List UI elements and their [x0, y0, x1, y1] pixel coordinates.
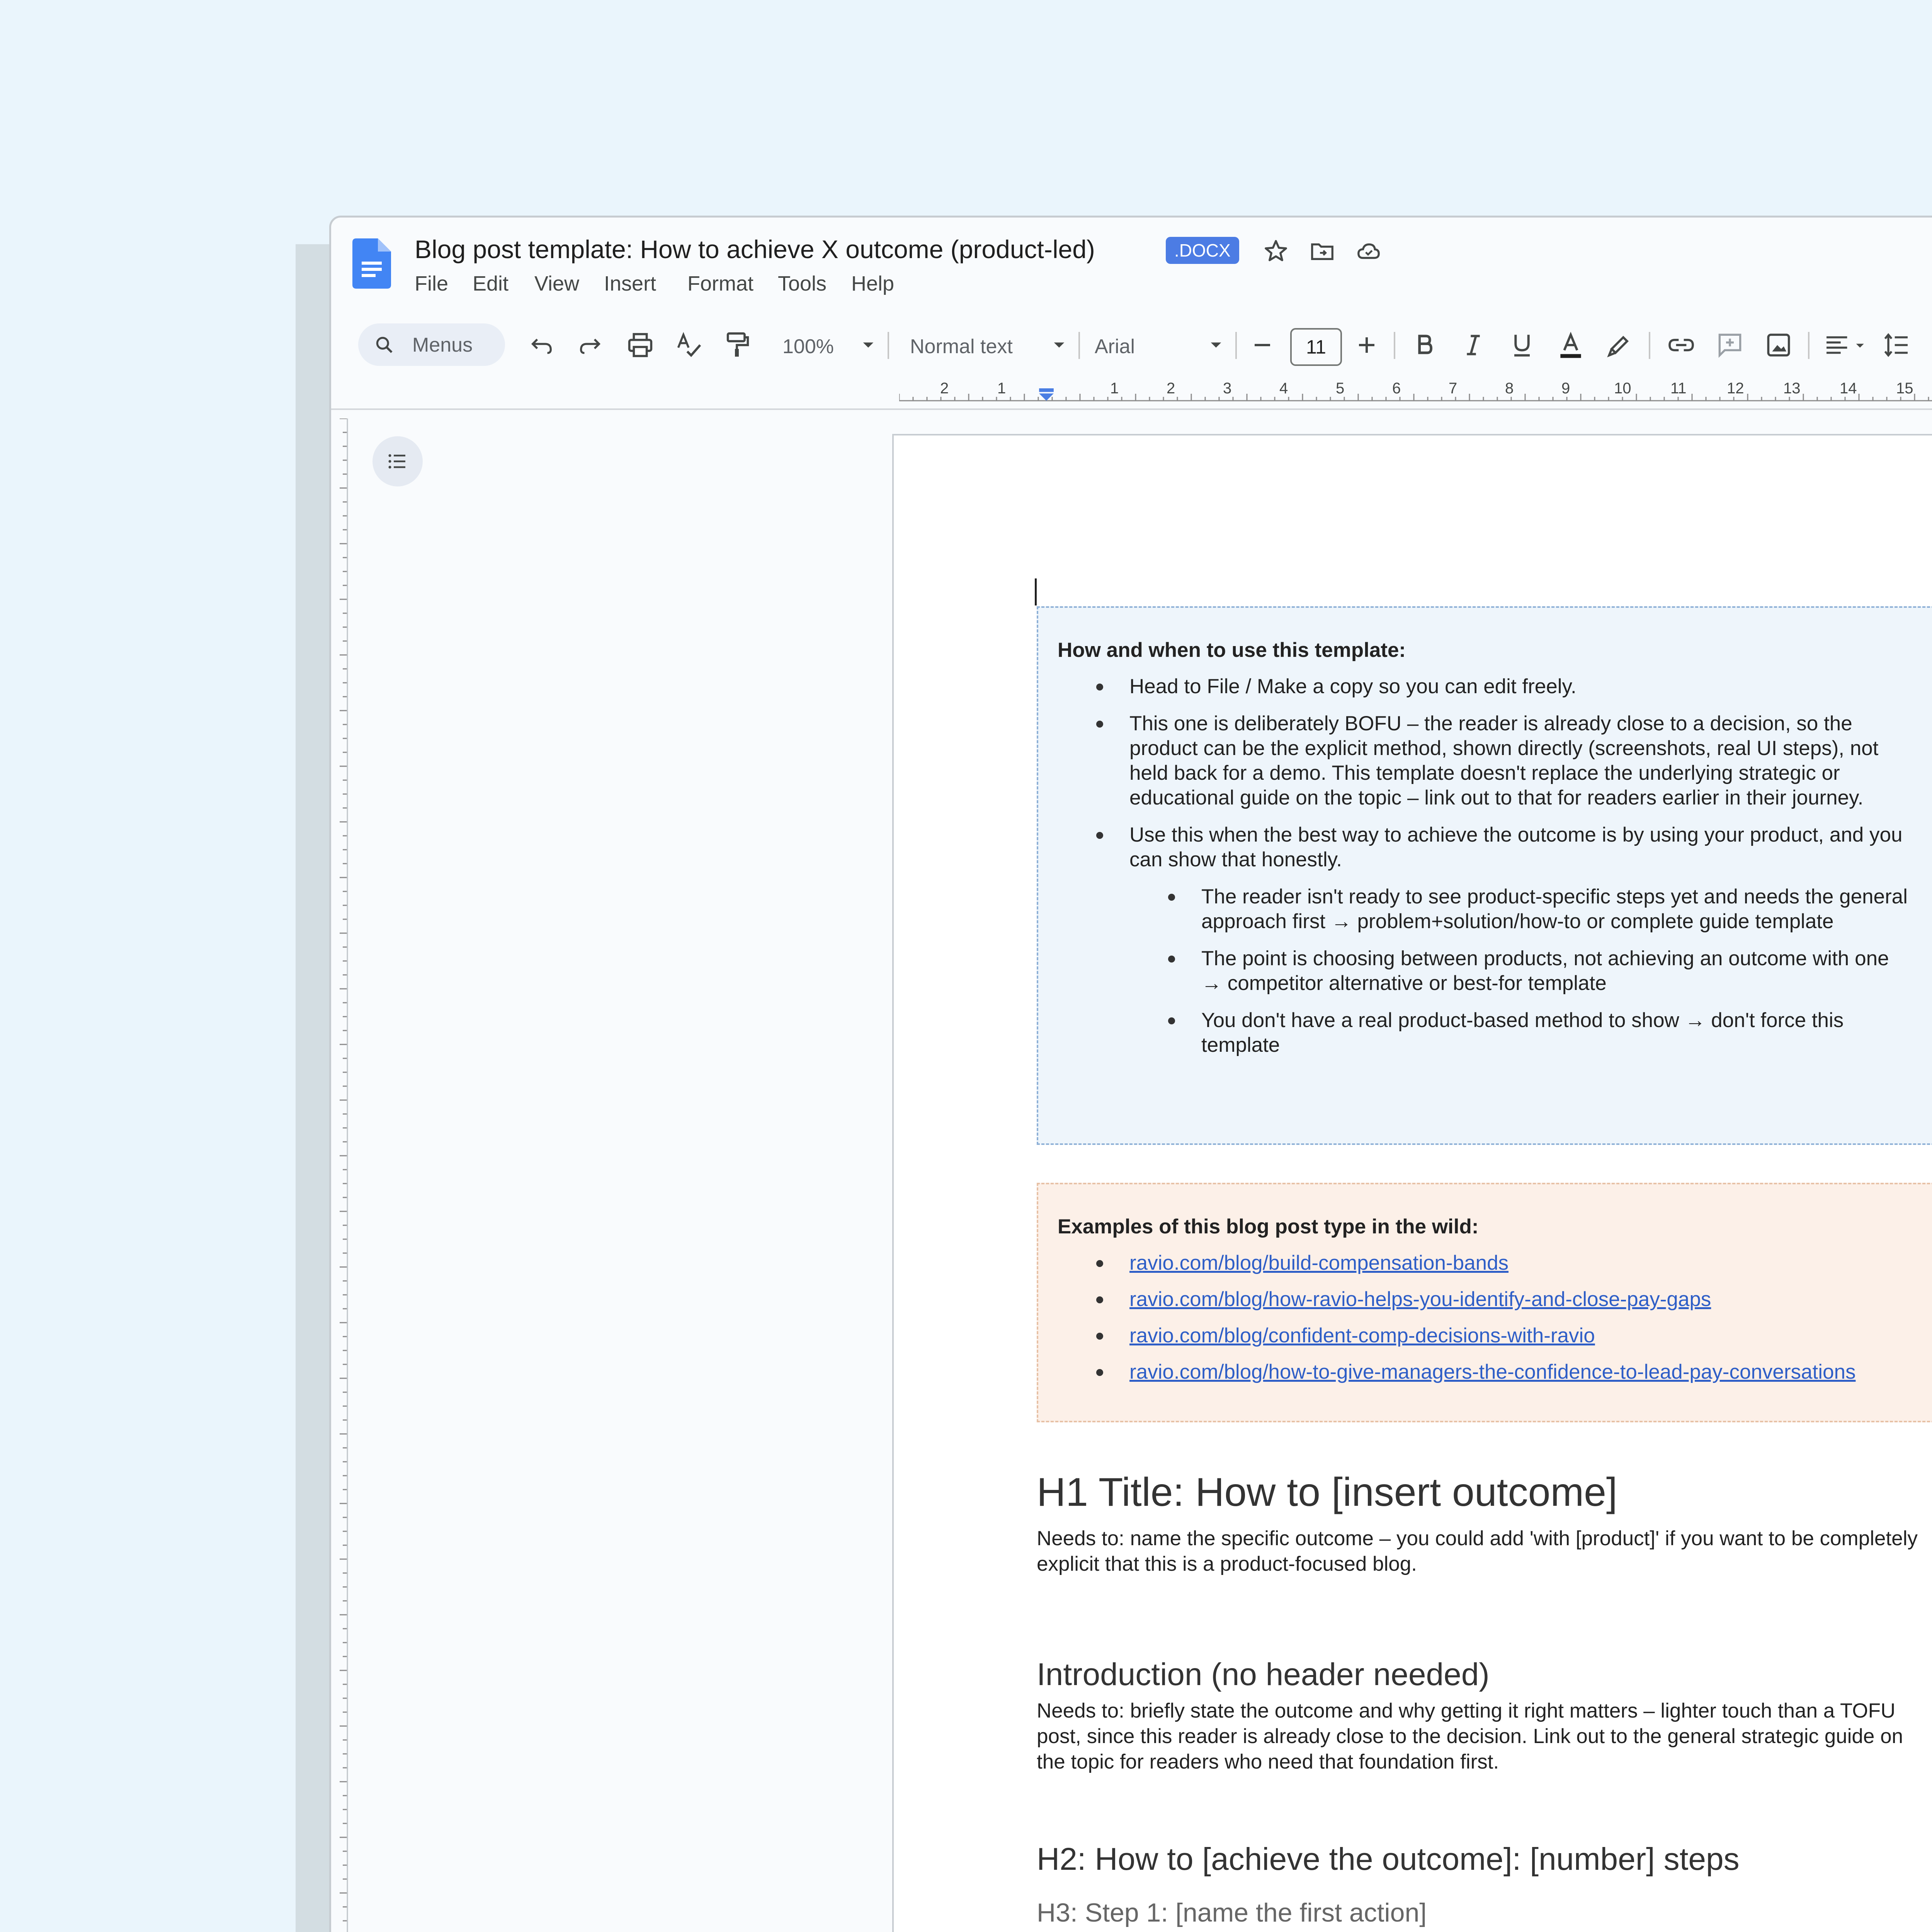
bullet-icon	[1096, 1333, 1103, 1340]
list-item	[1058, 946, 1915, 996]
toolbar-separator	[1078, 332, 1080, 359]
paragraph-style-select[interactable]: Normal text	[910, 335, 1013, 358]
menus-search[interactable]	[358, 323, 505, 366]
list-item	[1058, 823, 1915, 872]
outline-icon	[386, 450, 409, 473]
italic-icon[interactable]	[1458, 330, 1489, 361]
list-item-text: You don't have a real product-based method to show → don't force this template	[1201, 1009, 1844, 1056]
insert-link-icon[interactable]	[1666, 330, 1697, 361]
menu-tools[interactable]: Tools	[778, 272, 827, 295]
ruler-label: 11	[1670, 380, 1687, 397]
heading-h3: H3: Step 1: [name the first action]	[1037, 1898, 1427, 1927]
align-left-icon[interactable]	[1823, 330, 1869, 361]
menu-insert[interactable]: Insert	[604, 272, 656, 295]
ruler-label: 10	[1614, 380, 1631, 397]
toolbar-separator	[888, 332, 889, 359]
chevron-down-icon[interactable]	[1051, 330, 1067, 361]
ruler-label: 5	[1336, 380, 1345, 397]
highlight-icon[interactable]	[1604, 330, 1635, 361]
document-page[interactable]	[892, 434, 1932, 1932]
docx-badge: .DOCX	[1166, 237, 1239, 264]
ruler-label: 15	[1896, 380, 1913, 397]
spellcheck-icon[interactable]	[673, 330, 704, 361]
star-icon[interactable]	[1262, 238, 1289, 265]
toolbar-separator	[1808, 332, 1810, 359]
list-item-text: This one is deliberately BOFU – the reader is already close to a decision, so the product can be the explicit method, shown directly (screenshots, real UI steps), not held back for a demo. This template doesn't replace the underlying strategic or educational guide on the topic – link out to that for readers earlier in their journey.	[1129, 712, 1879, 809]
ruler-label: 8	[1505, 380, 1514, 397]
ruler-label: 6	[1392, 380, 1401, 397]
bullet-icon	[1168, 894, 1175, 901]
chevron-down-icon[interactable]	[1208, 330, 1224, 361]
menu-view[interactable]: View	[534, 272, 580, 295]
example-link[interactable]: ravio.com/blog/how-ravio-helps-you-identify-and-close-pay-gaps	[1129, 1288, 1711, 1311]
docs-window	[329, 216, 1932, 1932]
toolbar-divider	[331, 408, 1932, 410]
usage-list	[1058, 674, 1915, 1058]
ruler-label: 1	[997, 380, 1006, 397]
list-item-text: The point is choosing between products, not achieving an outcome with one → competitor alternative or best-for template	[1201, 947, 1889, 995]
line-spacing-icon[interactable]	[1881, 330, 1912, 361]
usage-callout-box[interactable]	[1037, 606, 1932, 1145]
ruler-label: 9	[1561, 380, 1570, 397]
list-item-text: Use this when the best way to achieve the outcome is by using your product, and you can show that honestly.	[1129, 823, 1903, 871]
vertical-ruler[interactable]	[331, 418, 349, 1932]
paint-format-icon[interactable]	[721, 330, 752, 361]
bullet-icon	[1168, 1017, 1175, 1024]
docs-logo-icon[interactable]	[352, 238, 391, 289]
examples-callout-heading: Examples of this blog post type in the wild:	[1058, 1215, 1479, 1238]
ruler-label: 7	[1449, 380, 1458, 397]
toolbar-separator	[1649, 332, 1650, 359]
example-link[interactable]: ravio.com/blog/build-compensation-bands	[1129, 1252, 1509, 1274]
font-size-input[interactable]: 11	[1290, 328, 1342, 366]
list-item	[1058, 711, 1915, 810]
move-folder-icon[interactable]	[1309, 238, 1336, 265]
bold-icon[interactable]	[1409, 330, 1440, 361]
redo-icon[interactable]	[577, 330, 604, 361]
ruler-label: 3	[1223, 380, 1232, 397]
menu-help[interactable]: Help	[851, 272, 895, 295]
menu-format[interactable]: Format	[687, 272, 754, 295]
search-icon	[374, 334, 395, 356]
zoom-select[interactable]: 100%	[782, 335, 834, 358]
examples-callout-box[interactable]	[1037, 1183, 1932, 1422]
left-indent-marker-icon[interactable]	[1037, 388, 1055, 401]
examples-list	[1058, 1251, 1915, 1384]
bullet-icon	[1096, 1369, 1103, 1376]
list-item	[1058, 1008, 1915, 1058]
cloud-saved-icon[interactable]	[1355, 238, 1382, 265]
ruler-label: 4	[1279, 380, 1288, 397]
bullet-icon	[1096, 684, 1103, 690]
toolbar-separator	[1394, 332, 1395, 359]
heading-introduction: Introduction (no header needed)	[1037, 1657, 1490, 1692]
toolbar	[358, 318, 1932, 372]
heading-h1: H1 Title: How to [insert outcome]	[1037, 1470, 1617, 1515]
list-item	[1058, 1360, 1915, 1384]
bullet-icon	[1168, 956, 1175, 963]
document-outline-button[interactable]	[372, 436, 423, 486]
checklist-icon[interactable]	[1929, 330, 1932, 361]
intro-note: Needs to: briefly state the outcome and why getting it right matters – lighter touch than a TOFU post, since this reader is already close to the decision. Link out to the general strategic guide on the topic for readers who need that foundation first.	[1037, 1699, 1903, 1773]
menus-search-label: Menus	[412, 334, 473, 356]
insert-image-icon[interactable]	[1763, 330, 1794, 361]
bullet-icon	[1096, 1296, 1103, 1303]
horizontal-ruler[interactable]	[899, 380, 1932, 403]
toolbar-separator	[1235, 332, 1237, 359]
list-item	[1058, 1323, 1915, 1348]
ruler-label: 2	[940, 380, 949, 397]
print-icon[interactable]	[625, 330, 656, 361]
list-item-text: Head to File / Make a copy so you can edit freely.	[1129, 675, 1577, 698]
menu-edit[interactable]: Edit	[473, 272, 509, 295]
list-item	[1058, 1251, 1915, 1276]
decrease-font-size-icon[interactable]	[1247, 330, 1278, 361]
example-link[interactable]: ravio.com/blog/how-to-give-managers-the-confidence-to-lead-pay-conversations	[1129, 1361, 1856, 1383]
text-color-icon[interactable]	[1555, 330, 1586, 361]
list-item	[1058, 884, 1915, 934]
ruler-label: 13	[1783, 380, 1801, 397]
document-title[interactable]: Blog post template: How to achieve X outcome (product-led)	[415, 235, 1095, 264]
ruler-label: 1	[1110, 380, 1119, 397]
ruler-label: 12	[1727, 380, 1744, 397]
heading-h2: H2: How to [achieve the outcome]: [number] steps	[1037, 1842, 1740, 1877]
menu-file[interactable]: File	[415, 272, 449, 295]
bullet-icon	[1096, 721, 1103, 728]
list-item-text: The reader isn't ready to see product-specific steps yet and needs the general approach first → problem+solution/how-to or complete guide template	[1201, 885, 1908, 933]
increase-font-size-icon[interactable]	[1351, 330, 1382, 361]
h1-note: Needs to: name the specific outcome – you could add 'with [product]' if you want to be completely explicit that this is a product-focused blog.	[1037, 1527, 1918, 1575]
example-link[interactable]: ravio.com/blog/confident-comp-decisions-with-ravio	[1129, 1324, 1595, 1347]
list-item	[1058, 674, 1915, 699]
underline-icon[interactable]	[1507, 330, 1537, 361]
usage-callout-heading: How and when to use this template:	[1058, 639, 1406, 662]
font-family-select[interactable]: Arial	[1095, 335, 1135, 358]
chevron-down-icon[interactable]	[861, 330, 876, 361]
add-comment-icon[interactable]	[1714, 330, 1745, 361]
bullet-icon	[1096, 1260, 1103, 1267]
title-bar	[331, 218, 1932, 310]
list-item	[1058, 1287, 1915, 1312]
bullet-icon	[1096, 832, 1103, 839]
ruler-label: 2	[1167, 380, 1175, 397]
undo-icon[interactable]	[528, 330, 555, 361]
text-cursor	[1035, 578, 1037, 605]
ruler-label: 14	[1840, 380, 1857, 397]
